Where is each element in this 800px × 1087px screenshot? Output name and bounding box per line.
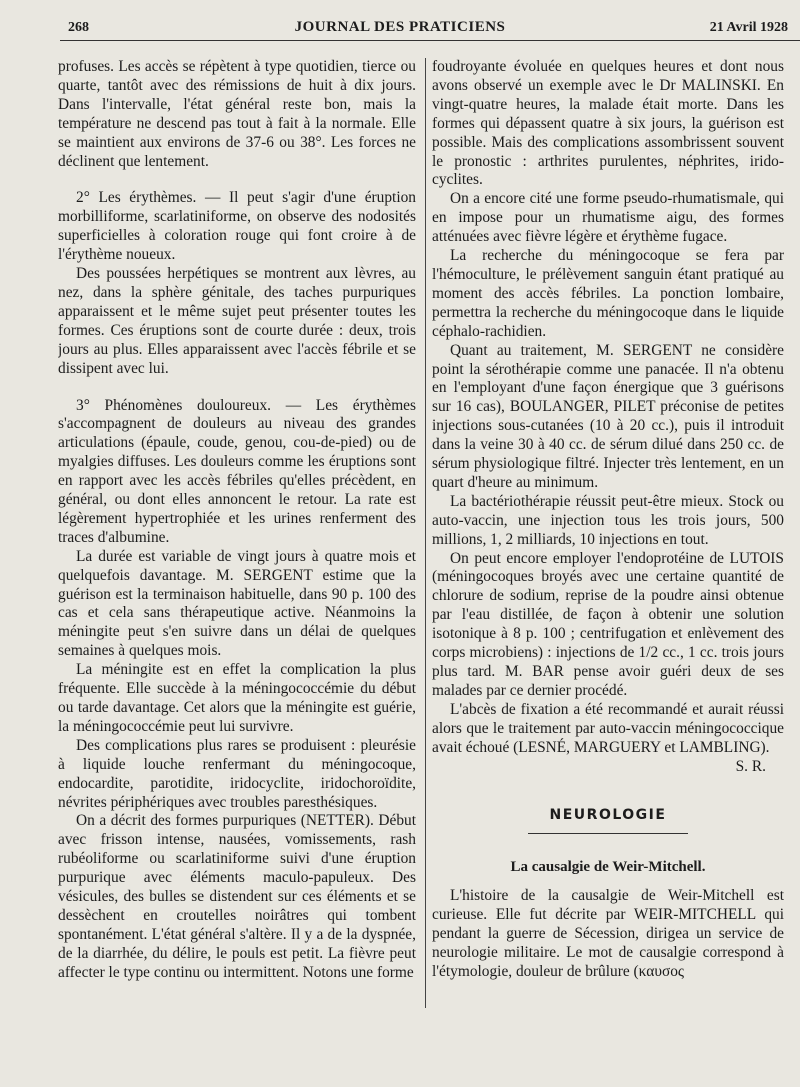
header-rule (60, 40, 800, 41)
paragraph: 3° Phénomènes douloureux. — Les érythèmes s'accompagnent de douleurs au niveau des grandes articulations (épaule, coude, genou, cou-de-pied) ou de myalgies diffuses. Les douleurs comme les éruptions sont en rapport avec les accès fébriles qu'elles précèdent, en général, ou dont elles annoncent le retour. La rate est légèrement hypertrophiée et les urines renferment des traces d'albumine. (58, 396, 416, 546)
paragraph: profuses. Les accès se répètent à type quotidien, tierce ou quarte, tantôt avec des rémissions de huit à dix jours. Dans l'intervalle, l'état général reste bon, mais la température ne descend pas tout à fait à la normale. Elle se maintient aux environs de 37-6 ou 38°. Les forces ne déclinent que lentement. (58, 58, 416, 170)
paragraph: foudroyante évoluée en quelques heures et dont nous avons observé un exemple avec le Dr MALINSKI. En vingt-quatre heures, la malade était morte. Dans les formes qui dépassent quatre à six jours, la guérison est possible. Mais des complications assombrissent souvent le pronostic : arthrites purulentes, néphrites, irido-cyclites. (432, 58, 784, 189)
page-number: 268 (68, 20, 89, 35)
left-column (58, 58, 416, 1078)
right-column (432, 58, 784, 1078)
paragraph: On peut encore employer l'endoprotéine de LUTOIS (méningocoques broyés avec une certaine quantité de chlorure de sodium, reprise de la poudre ainsi obtenue par l'eau distillée, de façon à obtenir une solution isotonique à 8 p. 100 ; centrifugation et enlèvement des corps microbiens) : injections de 1/2 cc., 1 cc. trois jours plus tard. M. BAR pense avoir guéri deux de ses malades par ce dernier procédé. (432, 549, 784, 699)
column-divider (425, 58, 426, 1008)
paragraph: Des poussées herpétiques se montrent aux lèvres, au nez, dans la sphère génitale, des taches purpuriques apparaissent et le même sujet peut présenter toutes les formes. Ces éruptions sont de courte durée : deux, trois jours au plus. Elles apparaissent avec l'accès fébrile et se dissipent avec lui. (58, 265, 416, 377)
article-title: La causalgie de Weir-Mitchell. (510, 859, 706, 876)
paragraph: La méningite est en effet la complication la plus fréquente. Elle succède à la méningococcémie du début ou tarde davantage. Cet alors que la méningite est guérie, la méningococcémie peut lui survivre. (58, 661, 416, 735)
page-header (0, 0, 800, 36)
paragraph: L'abcès de fixation a été recommandé et aurait réussi alors que le traitement par auto-vaccin méningococcique avait échoué (LESNÉ, MARGUERY et LAMBLING). (432, 700, 784, 756)
section-heading-text: NEUROLOGIE (549, 807, 667, 824)
section-heading (432, 806, 784, 825)
paragraph: On a encore cité une forme pseudo-rhumatismale, qui en impose pour un rhumatisme aigu, des formes atténuées avec fièvre légère et érythème fugace. (432, 190, 784, 246)
paragraph: 2° Les érythèmes. — Il peut s'agir d'une éruption morbilliforme, scarlatiniforme, on observe des nodosités superficielles à coloration rouge qui font croire à de l'érythème noueux. (58, 189, 416, 264)
issue-date: 21 Avril 1928 (709, 20, 788, 35)
paragraph: L'histoire de la causalgie de Weir-Mitchell est curieuse. Elle fut décrite par WEIR-MITCHELL qui pendant la guerre de Sécession, dirigea un service de neurologie militaire. Le mot de causalgie correspond à l'étymologie, douleur de brûlure (καυσος (432, 887, 784, 980)
paragraph: La recherche du méningocoque se fera par l'hémoculture, le prélèvement sanguin étant pratiqué au moment des accès fébriles. La ponction lombaire, permettra la recherche du méningocoque dans le liquide céphalo-rachidien. (432, 247, 784, 340)
paragraph: Des complications plus rares se produisent : pleurésie à liquide louche renfermant du méningocoque, endocardite, parotidite, iridocyclite, iridochoroïdite, névrites périphériques avec troubles paresthésiques. (58, 736, 416, 811)
journal-title: JOURNAL DES PRATICIENS (294, 19, 506, 35)
author-signature: S. R. (735, 757, 766, 775)
paragraph: La durée est variable de vingt jours à quatre mois et quelquefois davantage. M. SERGENT estime que la guérison est la terminaison habituelle, dans 90 p. 100 des cas et cela sans thérapeutique active. Néanmoins la méningite peut s'en suivre dans un délai de quelques semaines à quelques mois. (58, 547, 416, 660)
paragraph: La bactériothérapie réussit peut-être mieux. Stock ou auto-vaccin, une injection tous les trois jours, 500 millions, 1, 2 milliards, 10 injections en tout. (432, 492, 784, 548)
paragraph: Quant au traitement, M. SERGENT ne considère point la sérothérapie comme une panacée. Il n'a obtenu en l'employant d'une façon énergique que 3 guérisons sur 16 cas), BOULANGER, PILET préconise de petites injections sous-cutanées (10 à 20 cc.), puis il introduit dans la veine 30 à 40 cc. de sérum dilué dans 250 cc. de sérum physiologique filtré. Injecter très lentement, en un quart d'heure au minimum. (432, 341, 784, 491)
paragraph: On a décrit des formes purpuriques (NETTER). Début avec frisson intense, nausées, vomissements, rash rubéoliforme ou scarlatiniforme suivi d'une éruption purpurique avec éléments maculo-papuleux. Des vésicules, des bulles se distendent sur ces éléments et se dessèchent en croutelles noirâtres qui tombent spontanément. L'état général s'altère. Il y a de la dyspnée, de la diarrhée, du délire, le pouls est petit. La fièvre peut affecter le type continu ou intermittent. Notons une forme (58, 812, 416, 981)
section-rule (528, 833, 688, 834)
